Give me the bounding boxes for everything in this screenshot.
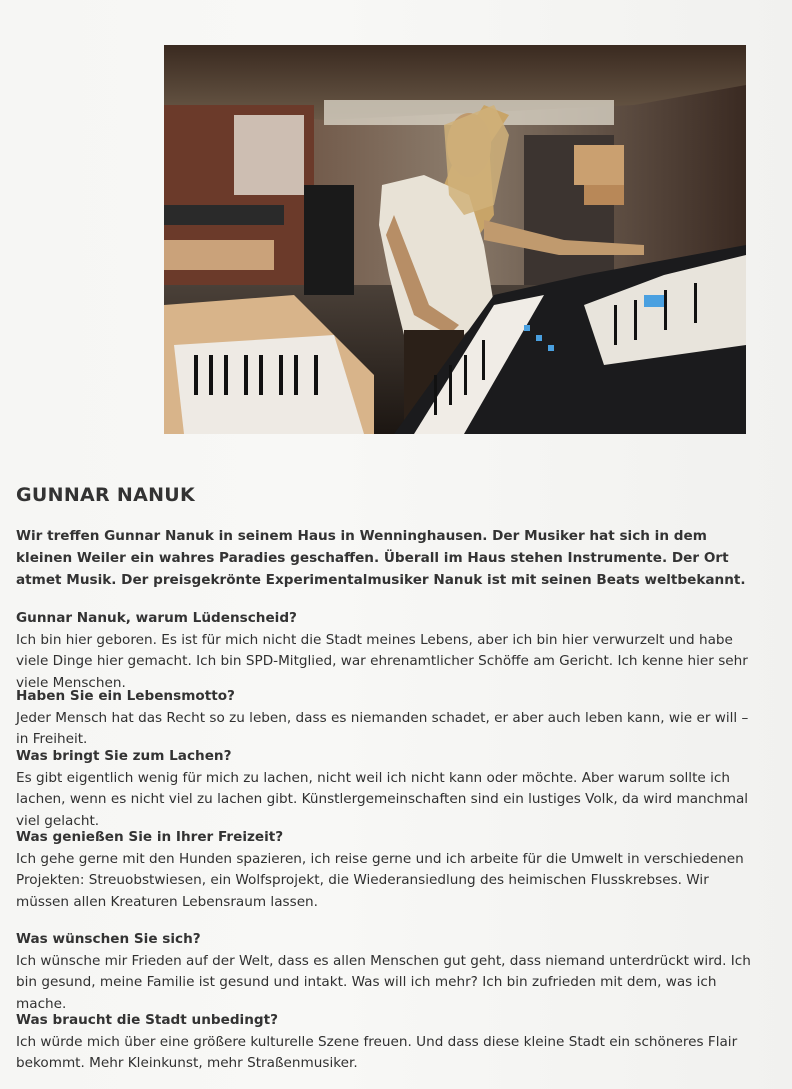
answer: Es gibt eigentlich wenig für mich zu lachen, nicht weil ich nicht kann oder möchte. Aber warum sollte ich lachen, wenn es nicht viel zu lachen gibt. Künstlergemeinschaften sind ein lustiges Volk, da wird manchmal viel gelacht. xyxy=(16,769,749,829)
answer: Ich wünsche mir Frieden auf der Welt, dass es allen Menschen gut geht, dass niemand unterdrückt wird. Ich bin gesund, meine Familie ist gesund und intakt. Was will ich mehr? Ich bin zufrieden mit dem, was ich mache. xyxy=(16,952,751,1012)
qa-block xyxy=(16,929,756,1015)
answer: Ich würde mich über eine größere kulturelle Szene freuen. Und dass diese kleine Stadt ein schöneres Flair bekommt. Mehr Kleinkunst, mehr Straßenmusiker. xyxy=(16,1033,738,1071)
answer: Jeder Mensch hat das Recht so zu leben, dass es niemanden schadet, er aber auch leben kann, wie er will – in Freiheit. xyxy=(16,709,749,747)
question: Was wünschen Sie sich? xyxy=(16,931,201,947)
qa-block xyxy=(16,746,756,832)
question: Was bringt Sie zum Lachen? xyxy=(16,748,232,764)
qa-block xyxy=(16,686,756,751)
answer: Ich bin hier geboren. Es ist für mich nicht die Stadt meines Lebens, aber ich bin hier verwurzelt und habe viele Dinge hier gemacht. Ich bin SPD-Mitglied, war ehrenamtlicher Schöffe am Gericht. Ich kenne hier sehr viele Menschen. xyxy=(16,631,748,691)
question: Was genießen Sie in Ihrer Freizeit? xyxy=(16,829,284,845)
question: Gunnar Nanuk, warum Lüdenscheid? xyxy=(16,610,297,626)
qa-block xyxy=(16,827,756,913)
musician-studio-photo xyxy=(164,45,746,434)
question: Haben Sie ein Lebensmotto? xyxy=(16,688,235,704)
question: Was braucht die Stadt unbedingt? xyxy=(16,1012,279,1028)
qa-block xyxy=(16,1010,756,1075)
article-title: GUNNAR NANUK xyxy=(16,484,196,506)
answer: Ich gehe gerne mit den Hunden spazieren, ich reise gerne und ich arbeite für die Umwelt in verschiedenen Projekten: Streuobstwiesen, ein Wolfsprojekt, die Wiederansiedlung des heimischen Flusskrebses. Wir müssen allen Kreaturen Lebensraum lassen. xyxy=(16,850,744,910)
article-intro: Wir treffen Gunnar Nanuk in seinem Haus in Wenninghausen. Der Musiker hat sich in dem kleinen Weiler ein wahres Paradies geschaffen. Überall im Haus stehen Instrumente. Der Ort atmet Musik. Der preisgekrönte Experimentalmusiker Nanuk ist mit seinen Beats weltbekannt. xyxy=(16,528,746,588)
qa-block xyxy=(16,608,756,694)
